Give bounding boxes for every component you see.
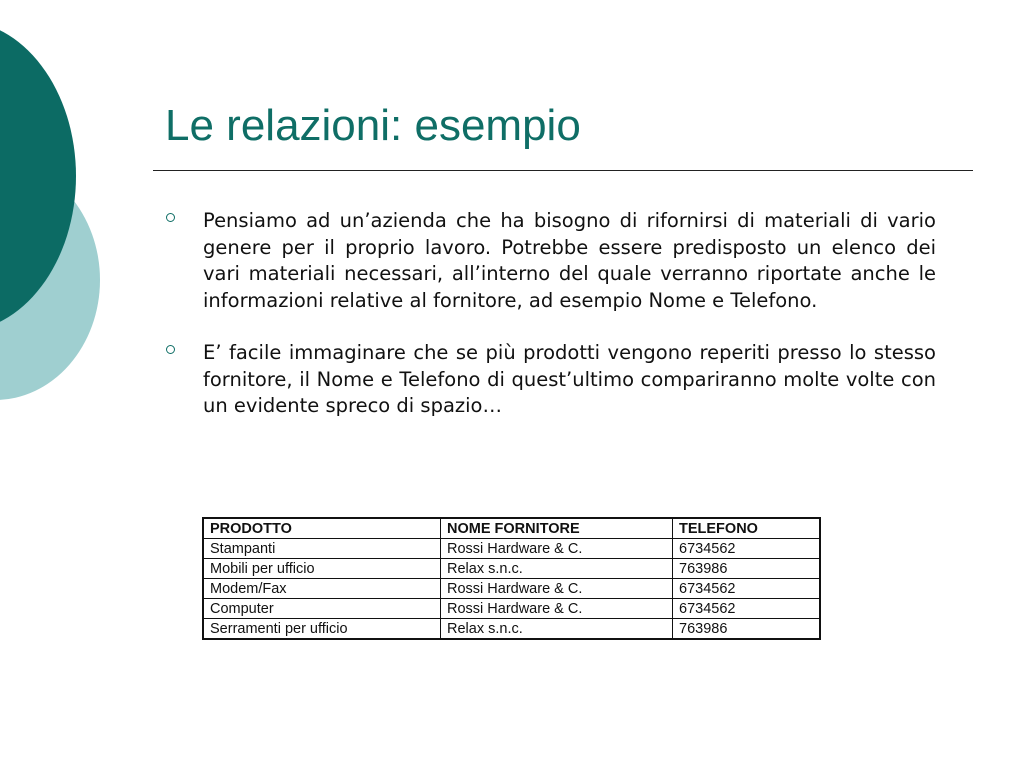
table-row: [203, 559, 820, 579]
header-nome-fornitore: NOME FORNITORE: [441, 518, 673, 539]
cell-prodotto: Stampanti: [203, 539, 441, 559]
cell-telefono: 6734562: [673, 579, 821, 599]
table-row: [203, 619, 820, 640]
bullet-text: E’ facile immaginare che se più prodotti vengono reperiti presso lo stesso fornitore, il Nome e Telefono di quest’ultimo compariranno molte volte con un evidente spreco di spazio…: [203, 341, 936, 417]
cell-telefono: 763986: [673, 559, 821, 579]
cell-prodotto: Serramenti per ufficio: [203, 619, 441, 640]
cell-fornitore: Rossi Hardware & C.: [441, 539, 673, 559]
bullet-text: Pensiamo ad un’azienda che ha bisogno di rifornirsi di materiali di vario genere per il proprio lavoro. Potrebbe essere predisposto un elenco dei vari materiali necessari, all’interno del quale verranno riportate anche le informazioni relative al fornitore, ad esempio Nome e Telefono.: [203, 209, 936, 312]
table-row: [203, 599, 820, 619]
bullet-item: [160, 340, 936, 420]
cell-fornitore: Relax s.n.c.: [441, 619, 673, 640]
cell-prodotto: Computer: [203, 599, 441, 619]
table-header-row: [203, 518, 820, 539]
header-prodotto: PRODOTTO: [203, 518, 441, 539]
header-telefono: TELEFONO: [673, 518, 821, 539]
cell-prodotto: Modem/Fax: [203, 579, 441, 599]
cell-prodotto: Mobili per ufficio: [203, 559, 441, 579]
cell-telefono: 6734562: [673, 599, 821, 619]
cell-fornitore: Relax s.n.c.: [441, 559, 673, 579]
cell-telefono: 6734562: [673, 539, 821, 559]
products-table: [202, 517, 821, 640]
cell-telefono: 763986: [673, 619, 821, 640]
bullet-item: [160, 208, 936, 314]
bullet-circle-icon: [166, 213, 175, 222]
cell-fornitore: Rossi Hardware & C.: [441, 599, 673, 619]
bullet-circle-icon: [166, 345, 175, 354]
slide-title: Le relazioni: esempio: [165, 101, 581, 150]
bullet-list: [160, 208, 936, 446]
table-row: [203, 539, 820, 559]
cell-fornitore: Rossi Hardware & C.: [441, 579, 673, 599]
table-row: [203, 579, 820, 599]
title-divider: [153, 170, 973, 171]
